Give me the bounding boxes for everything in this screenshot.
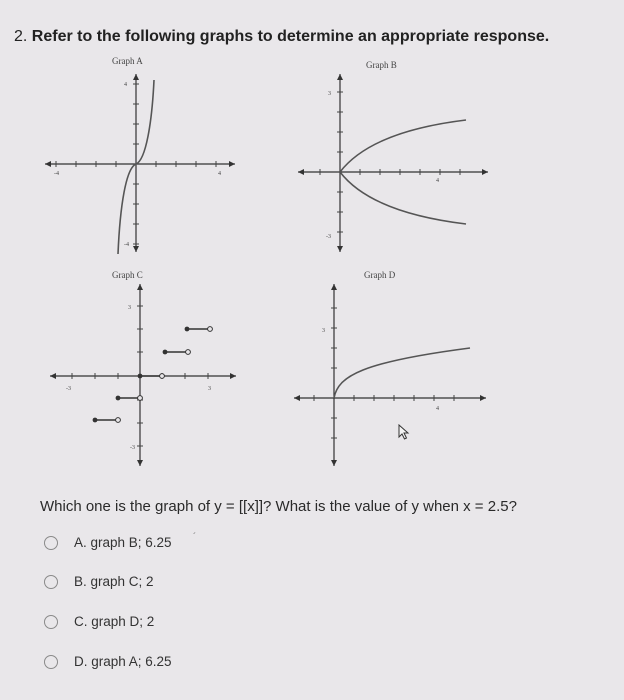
graph-b-curve-upper: [340, 120, 466, 172]
option-b[interactable]: [44, 574, 154, 589]
graph-c: [40, 266, 240, 466]
graph-d-tick-x-right: 4: [436, 406, 439, 412]
graph-c-label: Graph C: [112, 270, 143, 280]
graph-a-tick-x-right: 4: [218, 171, 221, 177]
option-a[interactable]: [44, 535, 172, 550]
graph-d-curve: [334, 348, 470, 398]
graph-c-tick-y-bottom: -3: [130, 445, 135, 451]
graph-c-tick-y-top: 3: [128, 305, 131, 311]
graph-b-curve-lower: [340, 172, 466, 224]
mouse-cursor-icon: [398, 424, 412, 445]
graph-c-tick-x-right: 3: [208, 386, 211, 392]
option-b-label: B. graph C; 2: [74, 574, 154, 589]
question-title: [14, 28, 549, 46]
option-d-label: D. graph A; 6.25: [74, 654, 172, 669]
option-c[interactable]: [44, 614, 154, 629]
option-c-radio[interactable]: [44, 615, 58, 629]
graph-b-tick-y-top: 3: [328, 91, 331, 97]
option-d[interactable]: [44, 654, 172, 669]
graph-a-label: Graph A: [112, 56, 143, 66]
question-prompt: Which one is the graph of y = [[x]]? What is the value of y when x = 2.5?: [40, 498, 517, 515]
graph-b-tick-y-bottom: -3: [326, 234, 331, 240]
option-c-label: C. graph D; 2: [74, 614, 155, 629]
graph-d: [290, 266, 490, 466]
option-a-label: A. graph B; 6.25: [74, 535, 172, 550]
option-d-radio[interactable]: [44, 655, 58, 669]
graph-a: [40, 56, 240, 256]
graph-b-tick-x-right: 4: [436, 178, 439, 184]
graph-d-tick-y-top: 3: [322, 328, 325, 334]
graph-d-label: Graph D: [364, 270, 396, 280]
question-heading: Refer to the following graphs to determine an appropriate response.: [31, 28, 550, 45]
option-b-radio[interactable]: [44, 575, 58, 589]
question-number: 2.: [14, 28, 28, 45]
option-a-radio[interactable]: [44, 536, 58, 550]
graph-a-tick-x-left: -4: [54, 171, 59, 177]
graph-c-steps: [93, 327, 213, 423]
graph-c-tick-x-left: -3: [66, 386, 71, 392]
graph-b: [290, 56, 490, 256]
stray-mark: ´: [193, 532, 197, 543]
graph-b-label: Graph B: [366, 60, 397, 70]
graph-a-tick-y-bottom: -4: [124, 242, 129, 248]
graph-a-tick-y-top: 4: [124, 82, 127, 88]
